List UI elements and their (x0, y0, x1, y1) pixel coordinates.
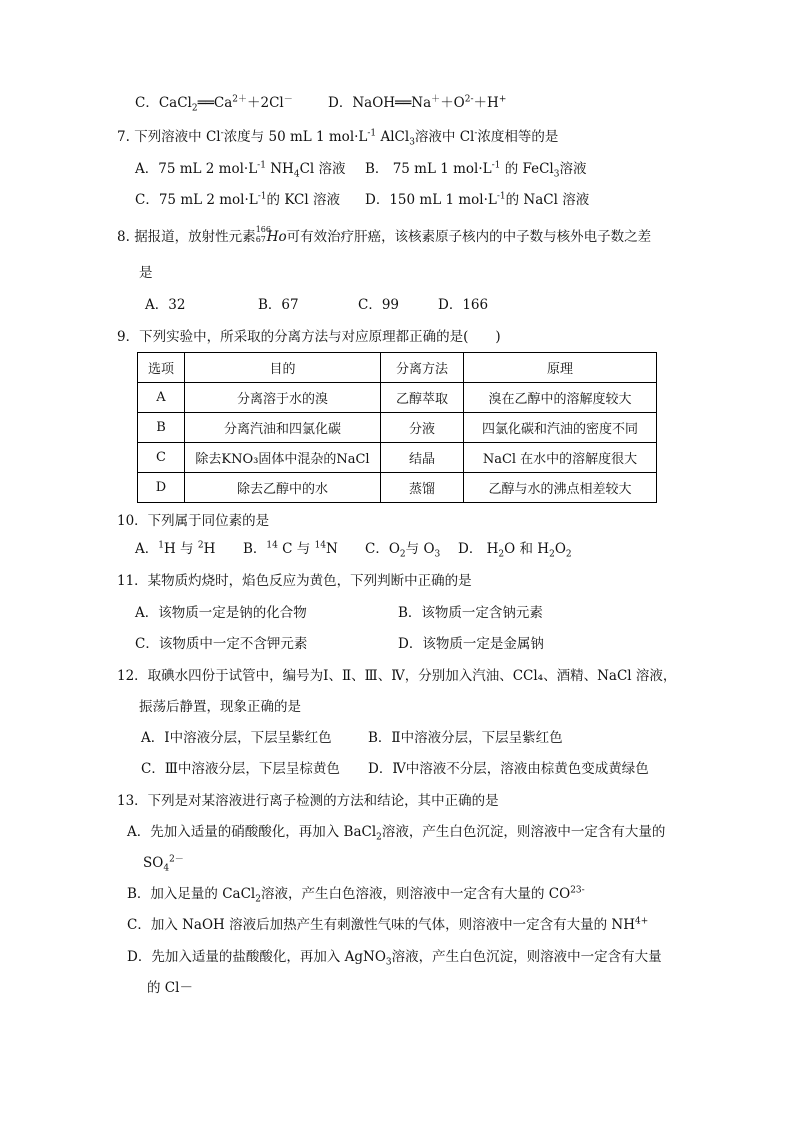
q6-option-c: C．$CaCl_2══Ca^{2+}+2Cl^-$ (135, 94, 293, 114)
q7-stem: 7. 下列溶液中 Cl-浓度与 50 mL 1 $mol\cdot L^{-1}$ AlCl$_3$溶液中 Cl-浓度相等的是 (117, 128, 559, 148)
q10-option-d: D． $H_2O$ 和 $H_2O_2$ (458, 541, 572, 560)
q8-stem-cont: 是 (139, 265, 153, 281)
table-cell: 分离溶于水的溴 (185, 383, 381, 413)
table-row (138, 413, 657, 443)
table-header: 分离方法 (381, 353, 464, 383)
q12-option-c: C．Ⅲ中溶液分层，下层呈棕黄色 (141, 761, 340, 777)
table-cell: 分液 (381, 413, 464, 443)
table-cell: A (138, 383, 185, 413)
q12-option-d: D．Ⅳ中溶液不分层，溶液由棕黄色变成黄绿色 (368, 761, 649, 777)
q11-option-b: B．该物质一定含钠元素 (398, 605, 543, 621)
q8-option-c: C．99 (358, 297, 400, 313)
table-cell: 乙醇与水的沸点相差较大 (464, 473, 657, 503)
table-header: 目的 (185, 353, 381, 383)
q12-stem: 12．取碘水四份于试管中，编号为Ⅰ、Ⅱ、Ⅲ、Ⅳ，分别加入汽油、CCl₄、酒精、NaCl 溶液， (117, 668, 677, 684)
table-header: 选项 (138, 353, 185, 383)
table-cell: 除去乙醇中的水 (185, 473, 381, 503)
table-cell: NaCl 在水中的溶解度很大 (464, 443, 657, 473)
q12-option-b: B．Ⅱ中溶液分层，下层呈紫红色 (368, 730, 563, 746)
table-row (138, 443, 657, 473)
q10-option-b: B．$^{14}$ C 与 $^{14}$N (243, 540, 338, 557)
table-cell: C (138, 443, 185, 473)
q13-option-a-cont: $SO_4^{2-}$ (143, 854, 184, 874)
q8-option-a: A．32 (145, 297, 186, 313)
q8-option-d: D．166 (438, 297, 489, 313)
table-cell: 溴在乙醇中的溶解度较大 (464, 383, 657, 413)
table-row (138, 473, 657, 503)
q6-option-d: D．$NaOH══Na^++O^{2-}+H^+$ (328, 94, 507, 111)
nuclide-notation: 166 67 (255, 225, 271, 244)
table-cell: B (138, 413, 185, 443)
q13-stem: 13．下列是对某溶液进行离子检测的方法和结论，其中正确的是 (117, 793, 499, 809)
table-cell: 结晶 (381, 443, 464, 473)
table-row (138, 383, 657, 413)
q11-option-a: A．该物质一定是钠的化合物 (135, 605, 307, 621)
table-cell: 分离汽油和四氯化碳 (185, 413, 381, 443)
q7-option-a: A．75 mL 2 $mol\cdot L^{-1}$ $NH_4Cl$ 溶液 (135, 160, 346, 180)
q10-stem: 10．下列属于同位素的是 (117, 513, 270, 529)
q13-option-c: C．加入 NaOH 溶液后加热产生有刺激性气味的气体，则溶液中一定含有大量的 $NH^{4+}$ (127, 916, 649, 933)
table-cell: 四氯化碳和汽油的密度不同 (464, 413, 657, 443)
table-cell: 蒸馏 (381, 473, 464, 503)
q11-stem: 11．某物质灼烧时，焰色反应为黄色，下列判断中正确的是 (117, 573, 472, 589)
q13-option-a: A．先加入适量的硝酸酸化，再加入 BaCl$_2$溶液，产生白色沉淀，则溶液中一定含有大量的 (127, 824, 666, 843)
table-cell: D (138, 473, 185, 503)
q11-option-d: D．该物质一定是金属钠 (398, 636, 544, 652)
q7-option-b: B． 75 mL 1 $mol\cdot L^{-1}$ 的 FeCl$_3$溶液 (365, 160, 587, 180)
table-cell: 除去KNO₃固体中混杂的NaCl (185, 443, 381, 473)
q12-option-a: A．Ⅰ中溶液分层，下层呈紫红色 (141, 730, 332, 746)
q9-table (137, 352, 657, 503)
q8-stem: 8. 据报道，放射性元素 166 67 Ho可有效治疗肝癌，该核素原子核内的中子数与核外电子数之差 (117, 225, 652, 245)
q12-stem-cont: 振荡后静置，现象正确的是 (139, 699, 301, 715)
q7-option-c: C．75 mL 2 $mol\cdot L^{-1}$的 KCl 溶液 (135, 191, 340, 208)
table-header-row (138, 353, 657, 383)
q10-option-c: C．$O_2$与 $O_3$ (365, 541, 441, 560)
q8-option-b: B．67 (258, 297, 299, 313)
q11-option-c: C．该物质中一定不含钾元素 (135, 636, 308, 652)
q9-stem: 9．下列实验中，所采取的分离方法与对应原理都正确的是( ) (117, 329, 501, 345)
q13-option-d-cont: 的 Cl－ (147, 980, 193, 996)
q13-option-d: D．先加入适量的盐酸酸化，再加入 AgNO$_3$溶液，产生白色沉淀，则溶液中一定含有大量 (127, 949, 662, 968)
q7-option-d: D．150 mL 1 $mol\cdot L^{-1}$的 NaCl 溶液 (365, 191, 590, 208)
q13-option-b: B．加入足量的 CaCl$_2$溶液，产生白色溶液，则溶液中一定含有大量的 $CO^{23-}$ (127, 885, 585, 905)
q10-option-a: A．$^1$H 与 $^2$H (135, 540, 216, 557)
table-header: 原理 (464, 353, 657, 383)
table-cell: 乙醇萃取 (381, 383, 464, 413)
